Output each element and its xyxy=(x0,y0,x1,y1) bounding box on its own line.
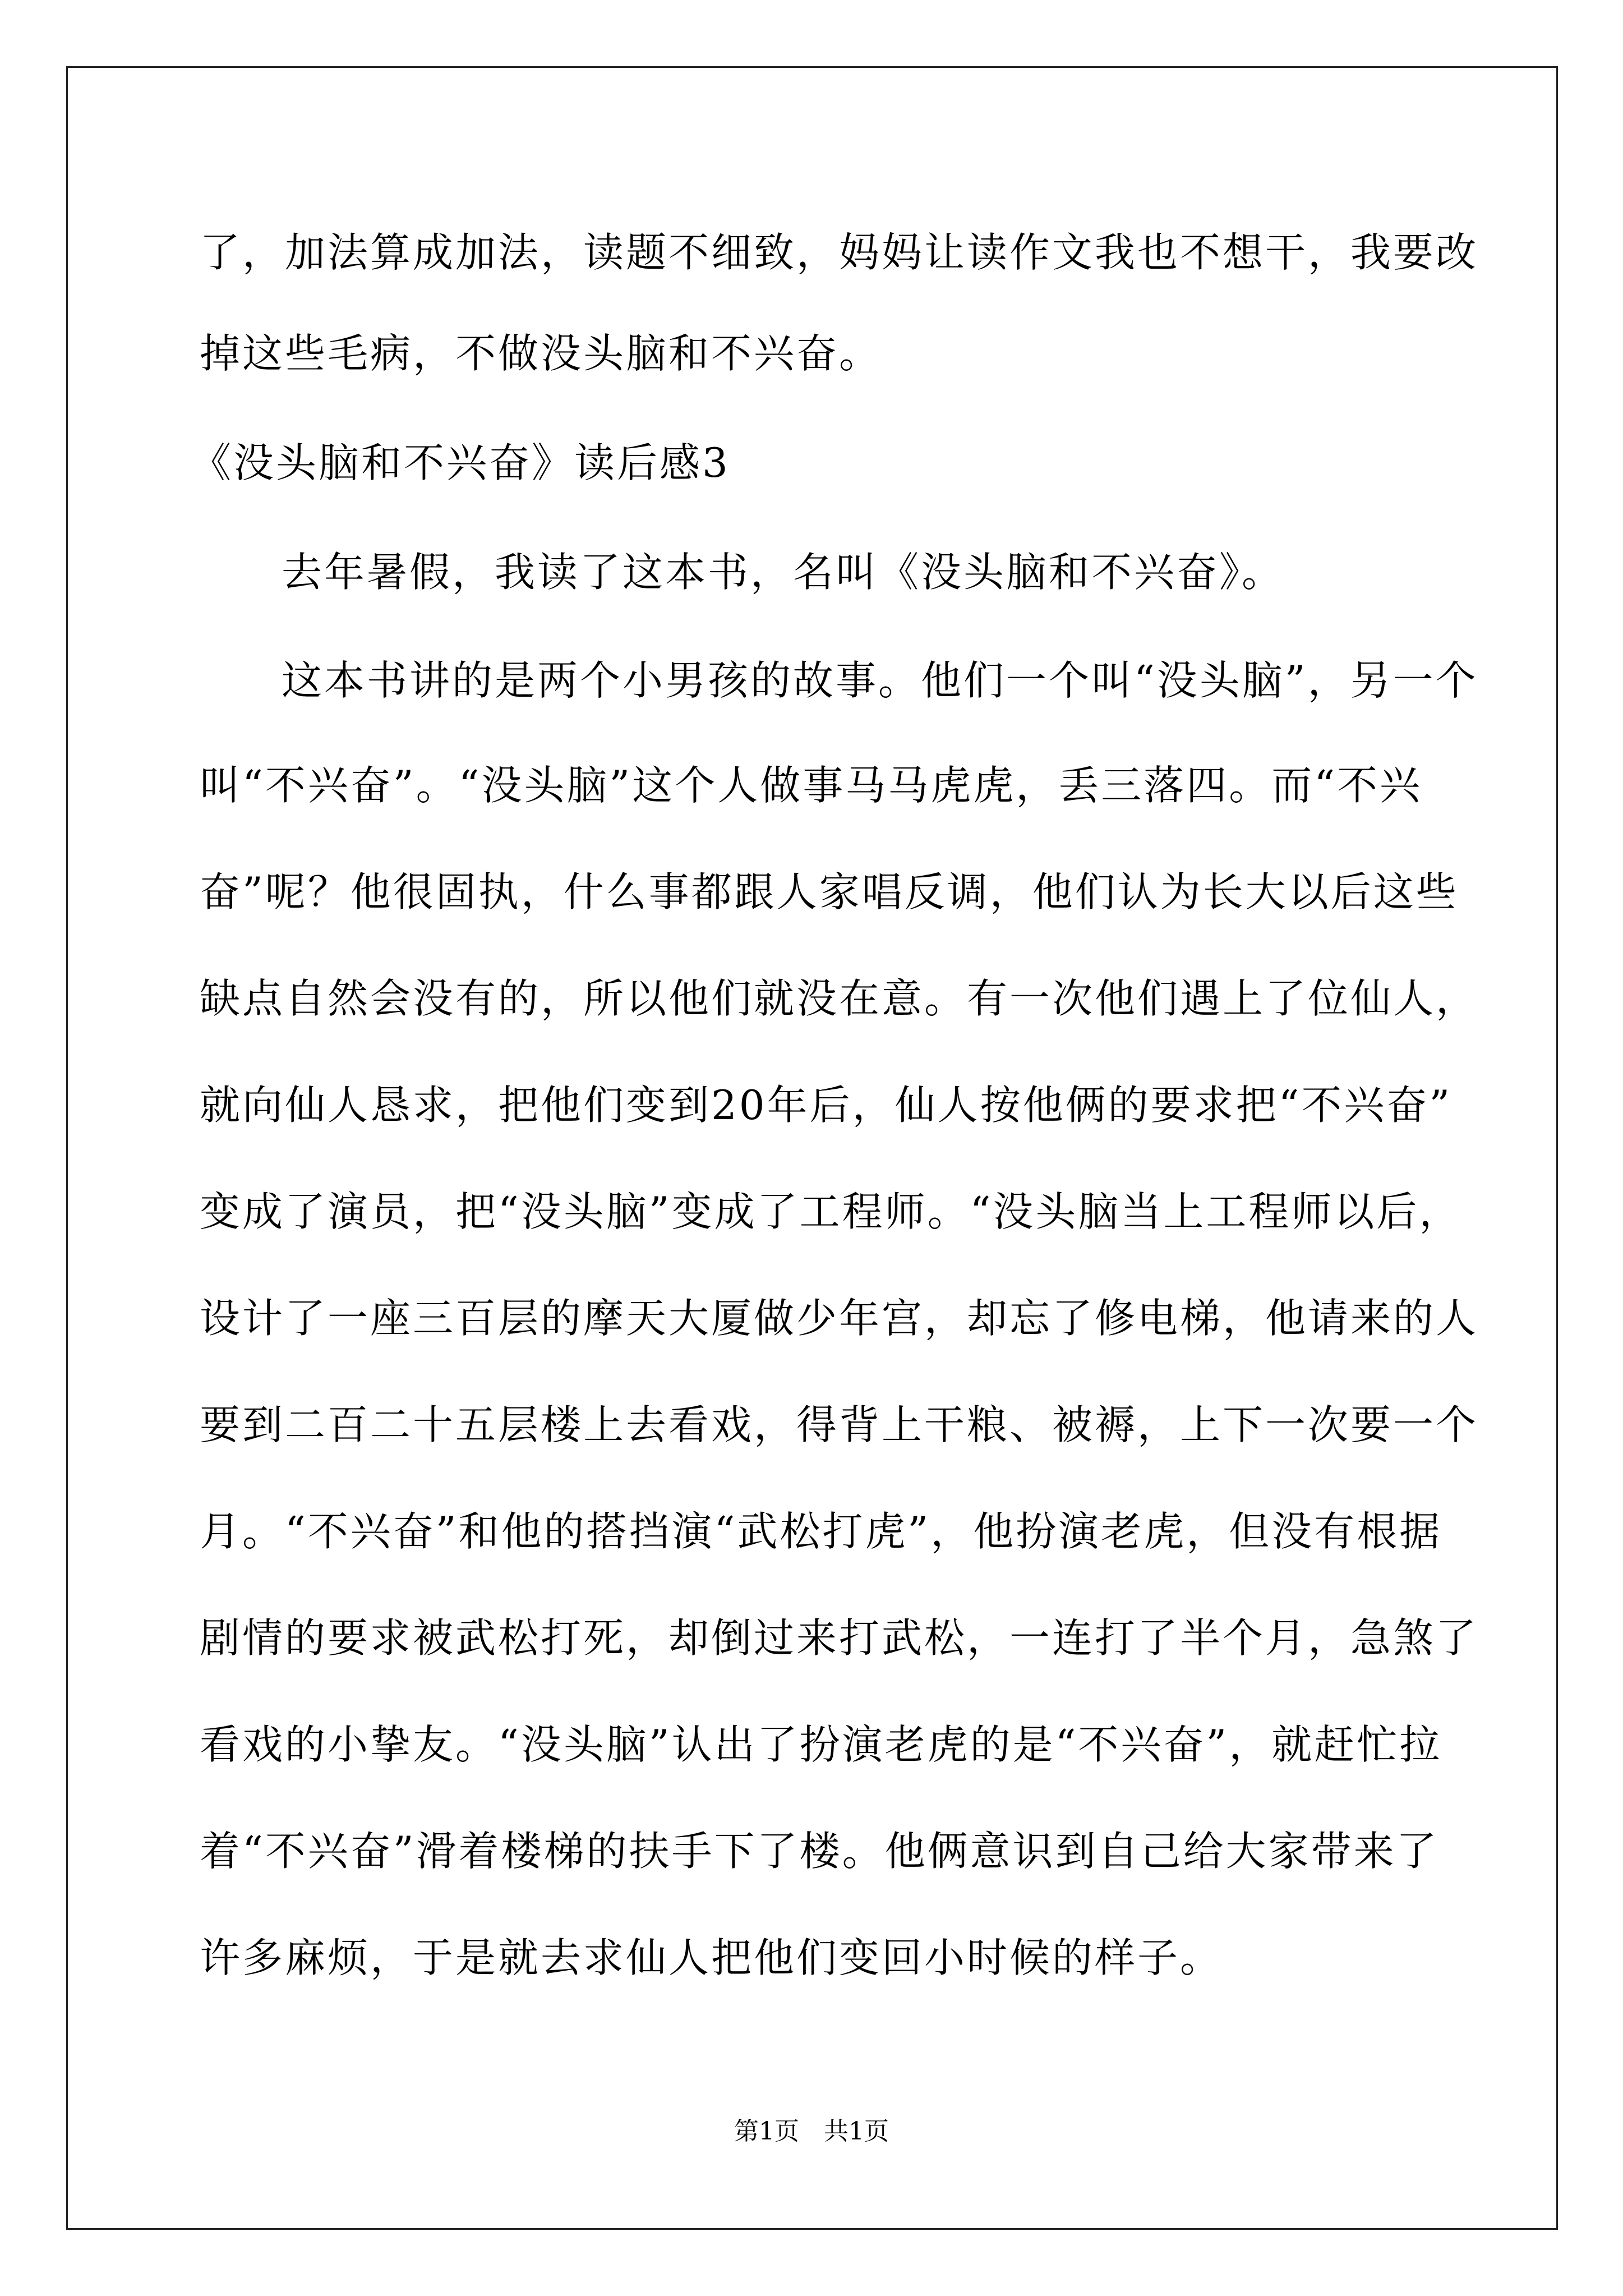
body-text-line: 着“不兴奋”滑着楼梯的扶手下了楼。他俩意识到自己给大家带来了 xyxy=(200,1828,1439,1875)
page-number-footer: 第1页 共1页 xyxy=(734,2117,889,2146)
paragraph-first-line: 这本书讲的是两个小男孩的故事。他们一个叫“没头脑”，另一个 xyxy=(282,657,1478,704)
body-text-line: 叫“不兴奋”。“没头脑”这个人做事马马虎虎，丢三落四。而“不兴 xyxy=(200,762,1423,809)
page-border xyxy=(66,66,1558,2230)
body-text-line: 许多麻烦，于是就去求仙人把他们变回小时候的样子。 xyxy=(200,1934,1223,1981)
paragraph-first-line: 去年暑假，我读了这本书，名叫《没头脑和不兴奋》。 xyxy=(282,549,1285,596)
body-text-line: 缺点自然会没有的，所以他们就没在意。有一次他们遇上了位仙人， xyxy=(200,975,1479,1022)
body-text-line: 要到二百二十五层楼上去看戏，得背上干粮、被褥，上下一次要一个 xyxy=(200,1401,1479,1448)
body-text-line: 了，加法算成加法，读题不细致，妈妈让读作文我也不想干，我要改 xyxy=(200,229,1479,276)
body-text-line: 月。“不兴奋”和他的搭挡演“武松打虎”，他扮演老虎，但没有根据 xyxy=(200,1508,1442,1555)
body-text-line: 剧情的要求被武松打死，却倒过来打武松，一连打了半个月，急煞了 xyxy=(200,1614,1479,1662)
body-text-line: 掉这些毛病，不做没头脑和不兴奋。 xyxy=(200,330,882,377)
body-text-line: 变成了演员，把“没头脑”变成了工程师。“没头脑当上工程师以后， xyxy=(200,1188,1462,1235)
body-text-line: 就向仙人恳求，把他们变到20年后，仙人按他俩的要求把“不兴奋” xyxy=(200,1082,1453,1129)
body-text-line: 奋”呢？他很固执，什么事都跟人家唱反调，他们认为长大以后这些 xyxy=(200,868,1459,915)
section-heading: 《没头脑和不兴奋》读后感3 xyxy=(191,439,730,486)
body-text-line: 看戏的小挚友。“没头脑”认出了扮演老虎的是“不兴奋”，就赶忙拉 xyxy=(200,1721,1442,1768)
body-text-line: 设计了一座三百层的摩天大厦做少年宫，却忘了修电梯，他请来的人 xyxy=(200,1295,1479,1342)
